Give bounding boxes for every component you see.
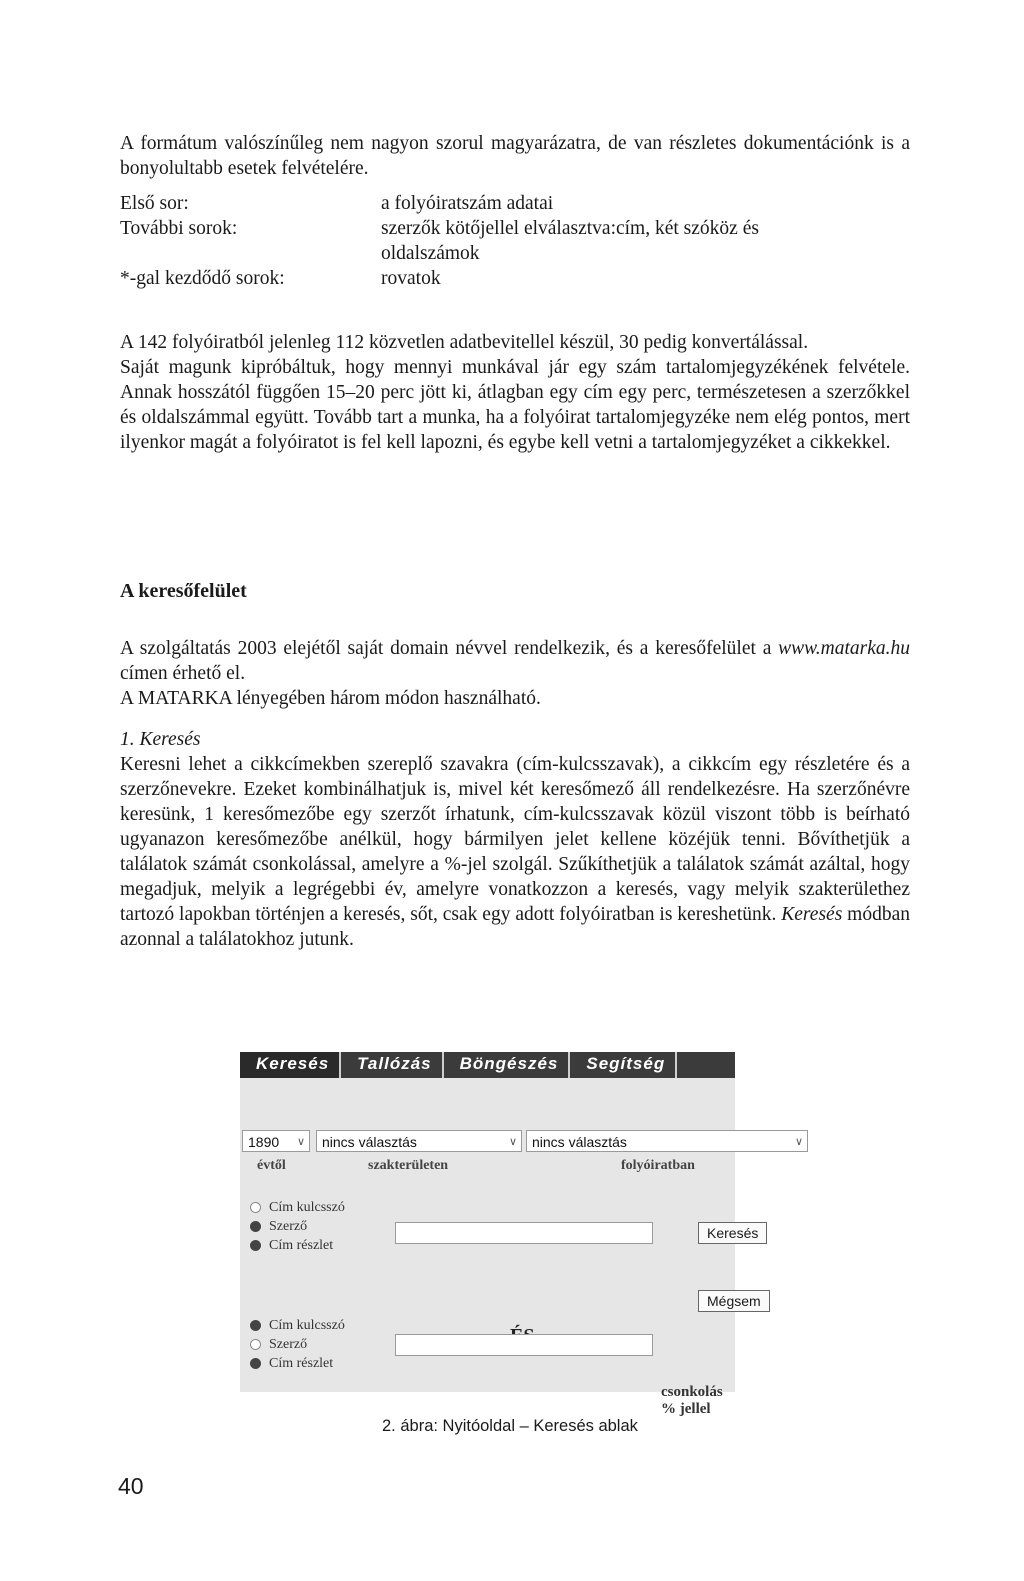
- definition-key: Első sor:: [120, 193, 189, 214]
- domain-text: A szolgáltatás 2003 elejétől saját domain névvel rendelkezik, és a keresőfelület a: [120, 638, 779, 659]
- definition-row: [120, 216, 910, 266]
- search-button[interactable]: Keresés: [698, 1222, 767, 1244]
- search-section: [120, 636, 910, 952]
- journal-label: folyóiratban: [621, 1158, 695, 1173]
- chevron-down-icon: ∨: [296, 1136, 305, 1148]
- search-input-2[interactable]: [395, 1334, 653, 1356]
- radio-button[interactable]: [250, 1358, 261, 1369]
- radio-option[interactable]: Szerző: [250, 1217, 345, 1236]
- definition-row: [120, 266, 910, 291]
- truncation-label: csonkolás % jellel: [661, 1384, 723, 1417]
- subsection-heading: 1. Keresés: [120, 729, 201, 750]
- definition-key: *-gal kezdődő sorok:: [120, 268, 285, 289]
- usage-paragraph: A MATARKA lényegében három módon használható.: [120, 688, 541, 709]
- definition-row: [120, 191, 910, 216]
- field-label: szakterületen: [368, 1158, 449, 1173]
- radio-option[interactable]: Cím kulcsszó: [250, 1316, 345, 1335]
- radio-button[interactable]: [250, 1221, 261, 1232]
- section-heading: A keresőfelület: [120, 580, 247, 602]
- definition-value: rovatok: [381, 268, 441, 289]
- year-select[interactable]: 1890 ∨: [242, 1130, 310, 1152]
- domain-paragraph: [120, 636, 910, 686]
- radio-button[interactable]: [250, 1320, 261, 1331]
- search-type-group-2: [250, 1316, 345, 1373]
- radio-option[interactable]: Cím részlet: [250, 1236, 345, 1255]
- radio-button[interactable]: [250, 1339, 261, 1350]
- tab-bar: [240, 1052, 735, 1078]
- search-paragraph: Keresni lehet a cikkcímekben szereplő szavakra (cím-kulcsszavak), a cikkcím egy részletére és a szerzőnevekre. Ezeket kombinálhatjuk is, mivel két keresőmező áll rendelkezésre. Ha szerzőnévre keresünk, 1 keresőmezőbe egy szerzőt írhatunk, cím-kulcsszavak közül viszont több is beírható ugyanazon keresőmezőbe anélkül, hogy bármilyen jelet kellene közéjük tenni. Bővíthetjük a találatok számát csonkolással, amelyre a %-jel szolgál. Szűkíthetjük a találatok számát azáltal, hogy megadjuk, melyik a legrégebbi év, amelyre vonatkozzon a keresés, vagy melyik szakterülethez tartozó lapokban történjen a keresés, sőt, csak egy adott folyóiratban is kereshetünk. Keresés módban azonnal a találatokhoz jutunk.: [120, 754, 910, 950]
- tab-browse[interactable]: Tallózás: [341, 1052, 443, 1078]
- intro-block: [120, 131, 910, 181]
- definition-value: a folyóiratszám adatai: [381, 193, 554, 214]
- search-form-screenshot: [240, 1052, 803, 1417]
- definition-table: [120, 191, 910, 291]
- radio-button[interactable]: [250, 1202, 261, 1213]
- radio-option[interactable]: Cím kulcsszó: [250, 1198, 345, 1217]
- chevron-down-icon: ∨: [508, 1136, 517, 1148]
- radio-option[interactable]: Cím részlet: [250, 1354, 345, 1373]
- tab-explore[interactable]: Böngészés: [444, 1052, 571, 1078]
- effort-paragraph: Saját magunk kipróbáltuk, hogy mennyi munkával jár egy szám tartalomjegyzékének felvétele. Annak hosszától függően 15–20 perc jött ki, átlagban egy cím egy perc, természetesen a szerzőkkel és oldalszámmal együtt. Tovább tart a munka, ha a folyóirat tartalomjegyzéke nem elég pontos, mert ilyenkor magát a folyóiratot is fel kell lapozni, és egybe kell vetni a tartalomjegyzéket a cikkekkel.: [120, 357, 910, 453]
- intro-paragraph: A formátum valószínűleg nem nagyon szorul magyarázatra, de van részletes dokumentációnk is a bonyolultabb esetek felvételére.: [120, 133, 910, 179]
- search-type-group-1: [250, 1198, 345, 1255]
- tab-search[interactable]: Keresés: [240, 1052, 341, 1078]
- site-link[interactable]: www.matarka.hu: [778, 638, 910, 659]
- stats-paragraph: A 142 folyóiratból jelenleg 112 közvetlen adatbevitellel készül, 30 pedig konvertálással.: [120, 332, 809, 353]
- search-input-1[interactable]: [395, 1222, 653, 1244]
- definition-key: További sorok:: [120, 218, 238, 239]
- definition-value: szerzők kötőjellel elválasztva:cím, két szóköz és oldalszámok: [381, 218, 759, 264]
- year-label: évtől: [257, 1158, 286, 1173]
- figure-caption: 2. ábra: Nyitóoldal – Keresés ablak: [382, 1417, 638, 1435]
- tab-help[interactable]: Segítség: [570, 1052, 677, 1078]
- search-form: [240, 1078, 803, 1417]
- domain-text-end: címen érhető el.: [120, 663, 246, 684]
- radio-button[interactable]: [250, 1240, 261, 1251]
- field-select[interactable]: nincs választás ∨: [316, 1130, 522, 1152]
- radio-option[interactable]: Szerző: [250, 1335, 345, 1354]
- cancel-button[interactable]: Mégsem: [698, 1290, 770, 1312]
- stats-block: [120, 330, 910, 455]
- page-number: 40: [118, 1473, 144, 1499]
- chevron-down-icon: ∨: [794, 1136, 803, 1148]
- journal-select[interactable]: nincs választás ∨: [526, 1130, 808, 1152]
